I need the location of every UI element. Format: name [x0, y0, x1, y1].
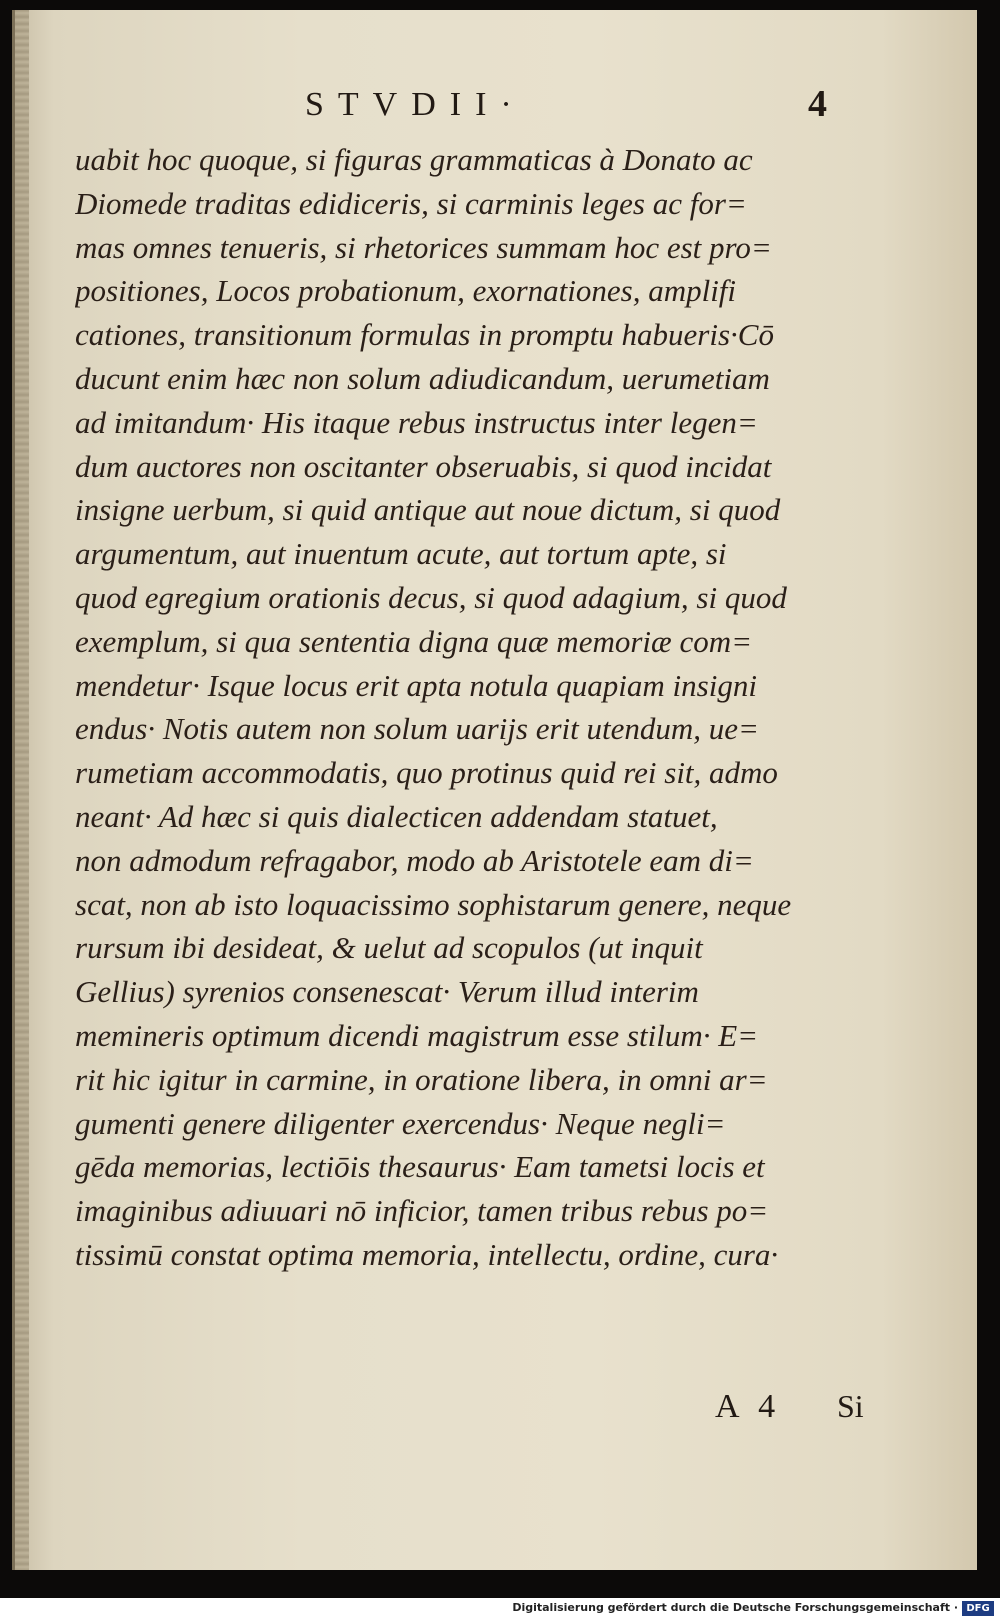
text-line: mas omnes tenueris, si rhetorices summam hoc est pro=: [75, 229, 772, 265]
page-number: 4: [808, 83, 827, 125]
catchword: Si: [837, 1388, 864, 1424]
text-line: ducunt enim hæc non solum adiudicandum, uerumetiam: [75, 360, 770, 396]
text-line: gēda memorias, lectiōis thesaurus· Eam tametsi locis et: [75, 1149, 765, 1185]
text-line: non admodum refragabor, modo ab Aristotele eam di=: [75, 842, 754, 878]
running-head: [15, 83, 977, 126]
text-line: argumentum, aut inuentum acute, aut tortum apte, si: [75, 536, 727, 572]
text-line: cationes, transitionum formulas in promptu habueris·Cō: [75, 317, 774, 353]
body-text: [75, 138, 875, 1277]
text-line: Gellius) syrenios consenescat· Verum illud interim: [75, 974, 699, 1010]
text-line: memineris optimum dicendi magistrum esse stilum· E=: [75, 1017, 759, 1053]
text-line: exemplum, si qua sententia digna quæ memoriæ com=: [75, 623, 753, 659]
signature-mark: A 4: [715, 1388, 782, 1425]
credit-text: Digitalisierung gefördert durch die Deutsche Forschungsgemeinschaft ·: [512, 1601, 958, 1614]
text-line: dum auctores non oscitanter obseruabis, si quod incidat: [75, 448, 772, 484]
text-line: mendetur· Isque locus erit apta notula quapiam insigni: [75, 667, 757, 703]
text-line: tissimū constat optima memoria, intellectu, ordine, cura·: [75, 1236, 779, 1272]
text-line: rit hic igitur in carmine, in oratione libera, in omni ar=: [75, 1061, 768, 1097]
page-foot: [15, 1388, 977, 1432]
book-page: [12, 10, 977, 1570]
text-line: uabit hoc quoque, si figuras grammaticas à Donato ac: [75, 142, 753, 177]
text-line: positiones, Locos probationum, exornationes, amplifi: [75, 273, 737, 309]
running-title: STVDII·: [305, 86, 526, 123]
dfg-logo: DFG: [962, 1601, 994, 1616]
text-line: quod egregium orationis decus, si quod adagium, si quod: [75, 579, 787, 615]
text-line: rursum ibi desideat, & uelut ad scopulos (ut inquit: [75, 930, 703, 966]
text-line: gumenti genere diligenter exercendus· Neque negli=: [75, 1105, 726, 1141]
text-line: scat, non ab isto loquacissimo sophistarum genere, neque: [75, 886, 792, 922]
text-line: endus· Notis autem non solum uarijs erit utendum, ue=: [75, 711, 759, 747]
text-line: rumetiam accommodatis, quo protinus quid rei sit, admo: [75, 755, 778, 791]
page-gutter-shadow: [15, 10, 29, 1570]
text-line: Diomede traditas edidiceris, si carminis leges ac for=: [75, 185, 747, 221]
text-line: neant· Ad hæc si quis dialecticen addendam statuet,: [75, 798, 718, 834]
text-line: imaginibus adiuuari nō inficior, tamen tribus rebus po=: [75, 1193, 769, 1229]
text-line: ad imitandum· His itaque rebus instructus inter legen=: [75, 404, 758, 440]
digitization-credit-bar: [0, 1598, 1000, 1620]
text-line: insigne uerbum, si quid antique aut noue dictum, si quod: [75, 492, 781, 528]
